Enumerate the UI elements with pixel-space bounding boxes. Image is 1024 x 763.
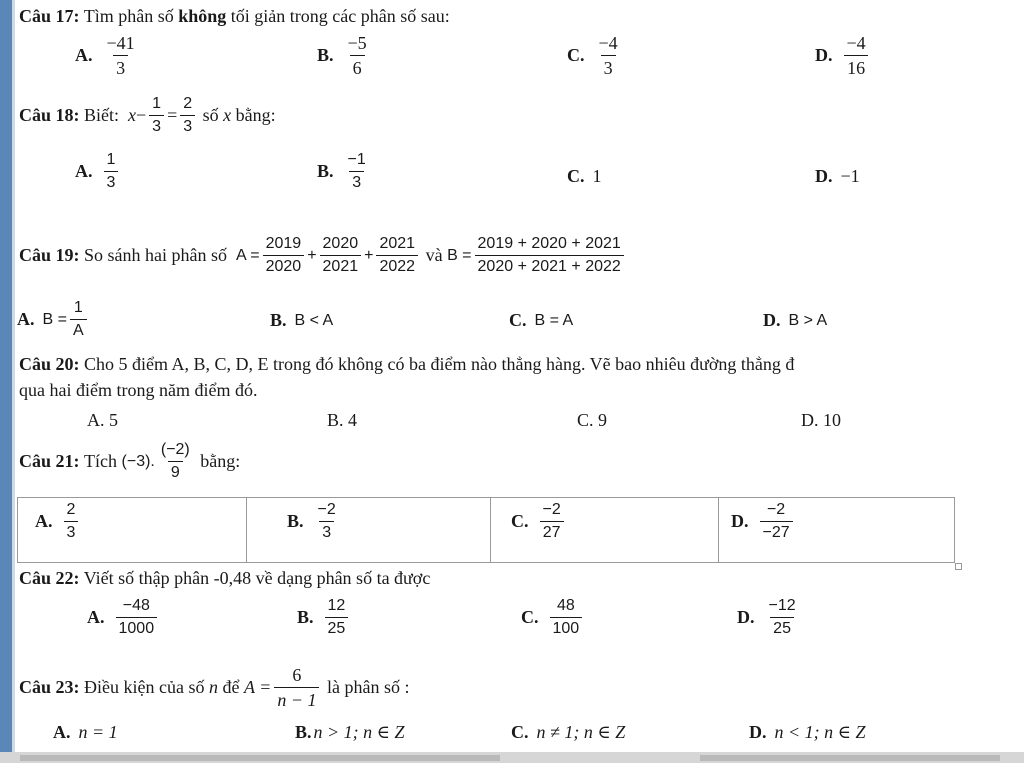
q22-option-b[interactable]	[297, 598, 351, 637]
option-letter: B.	[317, 161, 334, 181]
option-value: n ≠ 1; n ∈ Z	[536, 722, 626, 742]
q19-option-c[interactable]	[509, 310, 573, 331]
option-value: n = 1	[78, 722, 118, 742]
denominator: 27	[540, 521, 564, 541]
option-letter: A.	[75, 161, 93, 181]
question-21-text-end: bằng:	[200, 451, 241, 471]
question-23-text-mid: để	[222, 677, 240, 697]
denominator: 3	[113, 55, 128, 77]
option-letter: C.	[521, 607, 539, 627]
q17-option-c[interactable]	[567, 34, 624, 77]
option-letter: C.	[567, 166, 585, 186]
option-letter: A.	[87, 607, 105, 627]
numerator: 1	[73, 299, 83, 316]
q20-option-c[interactable]: C. 9	[577, 410, 608, 430]
denominator: 100	[550, 617, 583, 637]
numerator: 2	[183, 95, 193, 112]
denominator: 25	[325, 617, 349, 637]
option-letter: D.	[737, 607, 755, 627]
denominator: 2022	[376, 255, 418, 275]
a-equals: A =	[236, 246, 260, 264]
denominator: 3	[104, 171, 119, 191]
denominator: 2020	[263, 255, 305, 275]
numerator: 2019 + 2020 + 2021	[477, 235, 621, 252]
numerator: 1	[106, 151, 116, 168]
option-value: n > 1; n ∈ Z	[313, 722, 405, 742]
table-divider	[490, 498, 491, 562]
question-18-text-mid: số	[202, 105, 219, 125]
numerator: −2	[542, 501, 561, 518]
q23-option-a[interactable]	[53, 722, 118, 743]
question-22-label: Câu 22:	[19, 568, 80, 588]
q22-option-a[interactable]	[87, 598, 160, 637]
variable-x: x	[128, 105, 137, 125]
q18-option-c[interactable]	[567, 166, 602, 187]
numerator: −4	[846, 33, 866, 53]
question-23	[19, 666, 409, 709]
numerator: 2020	[322, 235, 359, 252]
option-letter: B.	[270, 310, 287, 330]
numerator: 2019	[265, 235, 302, 252]
denominator: 3	[349, 171, 364, 191]
denominator: 16	[844, 55, 868, 77]
option-letter: C.	[567, 45, 585, 65]
denominator: 3	[319, 521, 334, 541]
q21-options-table	[17, 497, 955, 563]
scrollbar-thumb[interactable]	[700, 755, 1000, 761]
horizontal-scrollbar[interactable]	[0, 752, 1024, 763]
denominator: 2020 + 2021 + 2022	[475, 255, 624, 275]
option-letter: C.	[509, 310, 527, 330]
question-19-label: Câu 19:	[19, 245, 80, 265]
denominator: 2021	[320, 255, 362, 275]
plus-sign: +	[364, 246, 374, 264]
minus-sign: −	[136, 105, 147, 125]
numerator: 48	[556, 597, 575, 614]
expression: (−3).	[121, 452, 155, 470]
question-19-text: So sánh hai phân số	[84, 245, 228, 265]
denominator: 9	[168, 461, 183, 481]
numerator: −4	[598, 33, 618, 53]
and-word: và	[425, 245, 443, 265]
numerator: 2	[66, 501, 76, 518]
question-18-text: Biết:	[84, 105, 120, 125]
document-page	[15, 0, 1024, 752]
q21-option-d[interactable]	[731, 502, 796, 541]
q20-option-b[interactable]: B. 4	[327, 410, 358, 430]
option-letter: C.	[511, 511, 529, 531]
scrollbar-track-segment	[20, 755, 500, 761]
numerator: 6	[292, 665, 302, 685]
numerator: −5	[347, 33, 367, 53]
q19-option-a[interactable]	[17, 300, 90, 339]
option-letter: A.	[53, 722, 71, 742]
q23-option-b[interactable]	[295, 722, 405, 743]
q20-option-a[interactable]: A. 5	[87, 410, 118, 430]
numerator: 12	[327, 597, 346, 614]
option-letter: A.	[17, 309, 35, 329]
option-letter: B.	[287, 511, 304, 531]
q17-option-d[interactable]	[815, 34, 872, 77]
option-letter: D.	[763, 310, 781, 330]
q23-option-c[interactable]	[511, 722, 625, 743]
q21-option-b[interactable]	[287, 502, 342, 541]
question-17-text-end: tối giản trong các phân số sau:	[230, 6, 450, 26]
numerator: −12	[768, 597, 796, 614]
denominator: 3	[149, 115, 164, 135]
denominator: n − 1	[274, 687, 319, 709]
denominator: 25	[770, 617, 794, 637]
question-17-emphasis: không	[178, 6, 227, 26]
question-18-label: Câu 18:	[19, 105, 80, 125]
question-18-text-end: bằng:	[235, 105, 276, 125]
q18-option-b[interactable]	[317, 152, 372, 191]
denominator: −27	[760, 521, 793, 541]
option-value: B = A	[534, 311, 574, 329]
variable-n: n	[208, 677, 218, 697]
option-letter: D.	[731, 511, 749, 531]
table-divider	[246, 498, 247, 562]
option-value: B > A	[788, 311, 828, 329]
question-19	[19, 236, 627, 275]
question-20-text: Cho 5 điểm A, B, C, D, E trong đó không có ba điểm nào thẳng hàng. Vẽ bao nhiêu đường thẳng đ	[84, 354, 795, 374]
q17-option-b[interactable]	[317, 34, 373, 77]
option-letter: B.	[317, 45, 334, 65]
q21-option-a[interactable]	[35, 502, 81, 541]
option-value: n < 1; n ∈ Z	[774, 722, 866, 742]
question-20-line2: qua hai điểm trong năm điểm đó.	[19, 380, 258, 400]
option-value: −1	[840, 166, 860, 186]
q17-option-a[interactable]	[75, 34, 141, 77]
numerator: −2	[317, 501, 336, 518]
numerator: −2	[766, 501, 786, 518]
option-value: 1	[592, 166, 602, 186]
option-letter: B.	[297, 607, 314, 627]
option-letter: A.	[35, 511, 53, 531]
question-21	[19, 442, 240, 481]
q21-option-c[interactable]	[511, 502, 567, 541]
numerator: 1	[152, 95, 162, 112]
b-equals: B =	[447, 246, 472, 264]
option-value: B < A	[294, 311, 334, 329]
denominator: 3	[601, 55, 616, 77]
numerator: (−2)	[160, 441, 190, 458]
equals-sign: =	[167, 105, 178, 125]
denominator: 3	[64, 521, 79, 541]
window-left-frame	[0, 0, 12, 763]
option-letter: D.	[815, 45, 833, 65]
option-letter: B.	[295, 722, 312, 742]
question-22	[19, 568, 430, 589]
option-letter: A.	[75, 45, 93, 65]
option-letter: D.	[815, 166, 833, 186]
denominator: 3	[180, 115, 195, 135]
q23-option-d[interactable]	[749, 722, 865, 743]
denominator: 1000	[116, 617, 158, 637]
question-23-text: Điều kiện của số	[84, 677, 205, 697]
plus-sign: +	[307, 246, 317, 264]
option-value: B =	[42, 310, 67, 328]
question-17-label: Câu 17:	[19, 6, 80, 26]
q18-option-d[interactable]	[815, 166, 860, 187]
numerator: −41	[106, 33, 135, 53]
question-20-label: Câu 20:	[19, 354, 80, 374]
q19-option-b[interactable]	[270, 310, 333, 331]
question-21-text: Tích	[84, 451, 118, 471]
table-divider	[718, 498, 719, 562]
numerator: 2021	[379, 235, 416, 252]
option-letter: C.	[511, 722, 529, 742]
option-letter: D.	[749, 722, 767, 742]
q20-option-d[interactable]: D. 10	[801, 410, 841, 430]
question-23-text-end: là phân số :	[326, 677, 410, 697]
question-23-label: Câu 23:	[19, 677, 80, 697]
q22-option-d[interactable]	[737, 598, 802, 637]
question-17	[19, 6, 450, 27]
numerator: −48	[122, 597, 150, 614]
question-17-text: Tìm phân số	[83, 6, 174, 26]
question-21-label: Câu 21:	[19, 451, 80, 471]
question-18	[19, 96, 276, 135]
question-20	[19, 354, 794, 375]
denominator: 6	[350, 55, 365, 77]
question-22-text: Viết số thập phân -0,48 về dạng phân số ta được	[83, 568, 431, 588]
q19-option-d[interactable]	[763, 310, 827, 331]
numerator: −1	[347, 151, 366, 168]
q22-option-c[interactable]	[521, 598, 585, 637]
variable-x: x	[223, 105, 232, 125]
denominator: A	[70, 319, 87, 339]
a-equals: A =	[243, 677, 272, 697]
q18-option-a[interactable]	[75, 152, 121, 191]
table-resize-handle[interactable]	[955, 563, 962, 570]
